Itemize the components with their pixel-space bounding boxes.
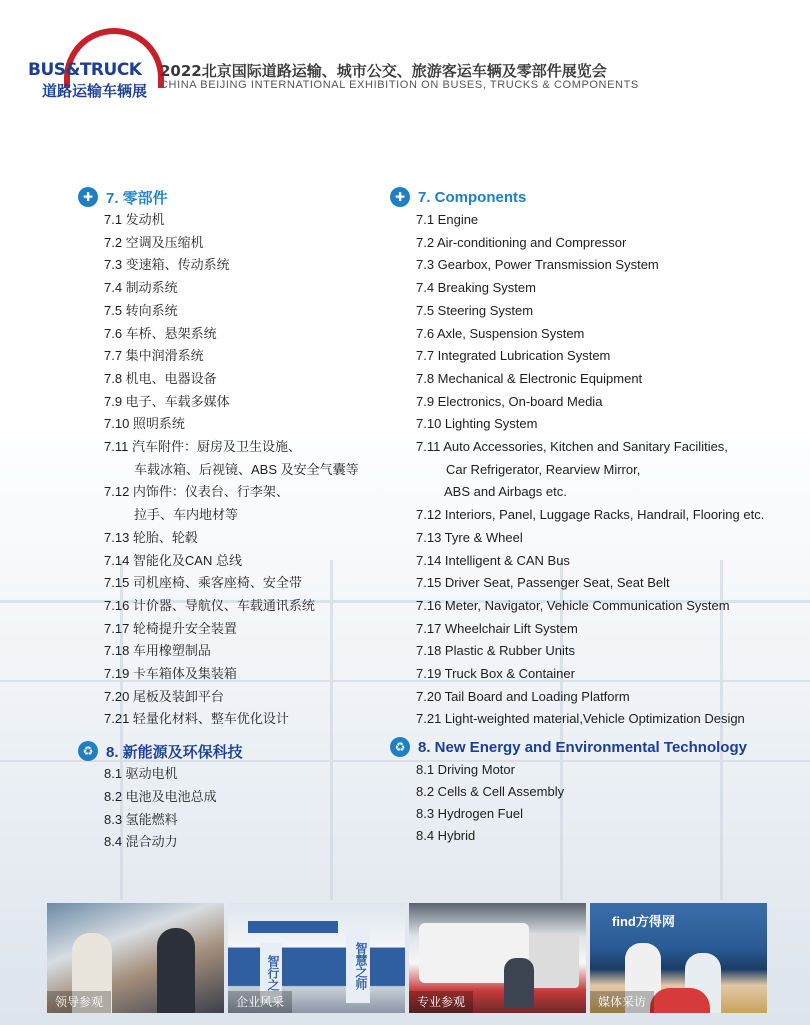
list-item: 7.2 空调及压缩机 <box>104 234 204 250</box>
list-item: 8.1 驱动电机 <box>104 766 178 782</box>
list-item: 7.18 Plastic & Rubber Units <box>416 643 575 659</box>
photo-caption: 领导参观 <box>47 991 111 1013</box>
list-item: 7.3 Gearbox, Power Transmission System <box>416 257 659 273</box>
list-item: 7.21 轻量化材料、整车优化设计 <box>104 711 289 727</box>
list-item: 7.9 Electronics, On-board Media <box>416 393 603 409</box>
cn-section-8-header <box>78 739 378 763</box>
list-item: 7.3 变速箱、传动系统 <box>104 257 230 273</box>
en-section-8-header <box>390 735 800 759</box>
list-item: 7.5 Steering System <box>416 302 534 318</box>
cn-section-7-header <box>78 185 378 209</box>
sign-text: 智行之 <box>260 943 282 1003</box>
list-item: 7.5 转向系统 <box>104 302 178 318</box>
list-item: 8.3 Hydrogen Fuel <box>416 806 523 822</box>
cn-column <box>78 185 378 854</box>
list-item: 7.17 Wheelchair Lift System <box>416 620 578 636</box>
photo-caption: 企业风采 <box>228 991 292 1013</box>
list-item: 7.14 智能化及CAN 总线 <box>104 552 242 568</box>
page-header <box>0 0 810 110</box>
list-item: 7.19 Truck Box & Container <box>416 666 575 682</box>
bus-truck-logo <box>28 28 148 98</box>
recycle-icon: ♻ <box>390 737 410 757</box>
list-item: 7.1 发动机 <box>104 212 165 227</box>
list-item: 7.11 汽车附件：厨房及卫生设施、 <box>104 439 301 455</box>
list-item: 7.16 Meter, Navigator, Vehicle Communication System <box>416 597 730 613</box>
list-item-continuation: 拉手、车内地材等 <box>134 507 239 523</box>
photo-caption: 专业参观 <box>409 991 473 1013</box>
photo-professional-visit <box>409 903 586 1013</box>
en-section-7-list <box>390 209 800 731</box>
list-item: 8.4 Hybrid <box>416 828 476 844</box>
cn-section-7-list <box>78 209 378 731</box>
list-item: 8.3 氢能燃料 <box>104 811 178 827</box>
logo-wordmark: BUS&TRUCK <box>28 60 142 80</box>
puzzle-icon: ✚ <box>78 187 98 207</box>
list-item: 7.9 电子、车载多媒体 <box>104 393 230 409</box>
list-item: 7.20 Tail Board and Loading Platform <box>416 688 630 704</box>
sign-text: find方得网 <box>612 914 675 929</box>
list-item-continuation: 车载冰箱、后视镜、ABS 及安全气囊等 <box>134 461 359 477</box>
photo-strip <box>47 903 767 1013</box>
list-item: 7.20 尾板及装卸平台 <box>104 688 224 704</box>
list-item-continuation: ABS and Airbags etc. <box>444 484 567 500</box>
sign-text: 智慧之师 <box>346 928 370 1003</box>
photo-media-interview <box>590 903 767 1013</box>
page-title-en: CHINA BEIJING INTERNATIONAL EXHIBITION ON BUSES, TRUCKS & COMPONENTS <box>160 79 639 91</box>
list-item: 7.13 Tyre & Wheel <box>416 529 523 545</box>
list-item: 7.15 Driver Seat, Passenger Seat, Seat Belt <box>416 575 670 591</box>
list-item: 7.2 Air-conditioning and Compressor <box>416 234 627 250</box>
cn-section-8-title: 8. 新能源及环保科技 <box>106 743 243 761</box>
puzzle-icon: ✚ <box>390 187 410 207</box>
photo-caption: 媒体采访 <box>590 991 654 1013</box>
list-item: 7.1 Engine <box>416 212 479 227</box>
recycle-icon: ♻ <box>78 741 98 761</box>
list-item: 8.4 混合动力 <box>104 834 178 850</box>
list-item: 7.15 司机座椅、乘客座椅、安全带 <box>104 575 302 591</box>
cn-section-8-list <box>78 763 378 854</box>
list-item: 8.1 Driving Motor <box>416 762 515 778</box>
cn-section-7-title: 7. 零部件 <box>106 189 168 207</box>
list-item: 8.2 Cells & Cell Assembly <box>416 784 565 800</box>
list-item-continuation: Car Refrigerator, Rearview Mirror, <box>446 461 641 477</box>
list-item: 7.10 Lighting System <box>416 416 538 432</box>
list-item: 7.18 车用橡塑制品 <box>104 643 211 659</box>
page-title-cn: 2022北京国际道路运输、城市公交、旅游客运车辆及零部件展览会 <box>160 62 607 80</box>
en-column <box>390 185 800 847</box>
list-item: 7.14 Intelligent & CAN Bus <box>416 552 570 568</box>
photo-company-showcase <box>228 903 405 1013</box>
list-item: 7.6 车桥、悬架系统 <box>104 325 217 341</box>
list-item: 8.2 电池及电池总成 <box>104 788 217 804</box>
list-item: 7.16 计价器、导航仪、车载通讯系统 <box>104 597 315 613</box>
list-item: 7.8 Mechanical & Electronic Equipment <box>416 370 643 386</box>
logo-cn: 道路运输车辆展 <box>42 82 148 100</box>
list-item: 7.4 Breaking System <box>416 280 536 296</box>
list-item: 7.12 内饰件：仪表台、行李架、 <box>104 484 289 500</box>
list-item: 7.21 Light-weighted material,Vehicle Optimization Design <box>416 711 745 727</box>
photo-leaders-visit <box>47 903 224 1013</box>
list-item: 7.7 集中润滑系统 <box>104 348 204 364</box>
list-item: 7.8 机电、电器设备 <box>104 370 217 386</box>
list-item: 7.10 照明系统 <box>104 416 185 432</box>
en-section-8-title: 8. New Energy and Environmental Technology <box>418 738 747 756</box>
list-item: 7.7 Integrated Lubrication System <box>416 348 611 364</box>
list-item: 7.17 轮椅提升安全装置 <box>104 620 237 636</box>
en-section-8-list <box>390 759 800 847</box>
list-item: 7.4 制动系统 <box>104 280 178 296</box>
list-item: 7.19 卡车箱体及集装箱 <box>104 666 237 682</box>
list-item: 7.6 Axle, Suspension System <box>416 325 585 341</box>
list-item: 7.12 Interiors, Panel, Luggage Racks, Handrail, Flooring etc. <box>416 507 765 523</box>
en-section-7-header <box>390 185 800 209</box>
en-section-7-title: 7. Components <box>418 188 527 206</box>
list-item: 7.13 轮胎、轮毂 <box>104 529 198 545</box>
list-item: 7.11 Auto Accessories, Kitchen and Sanitary Facilities, <box>416 439 728 455</box>
